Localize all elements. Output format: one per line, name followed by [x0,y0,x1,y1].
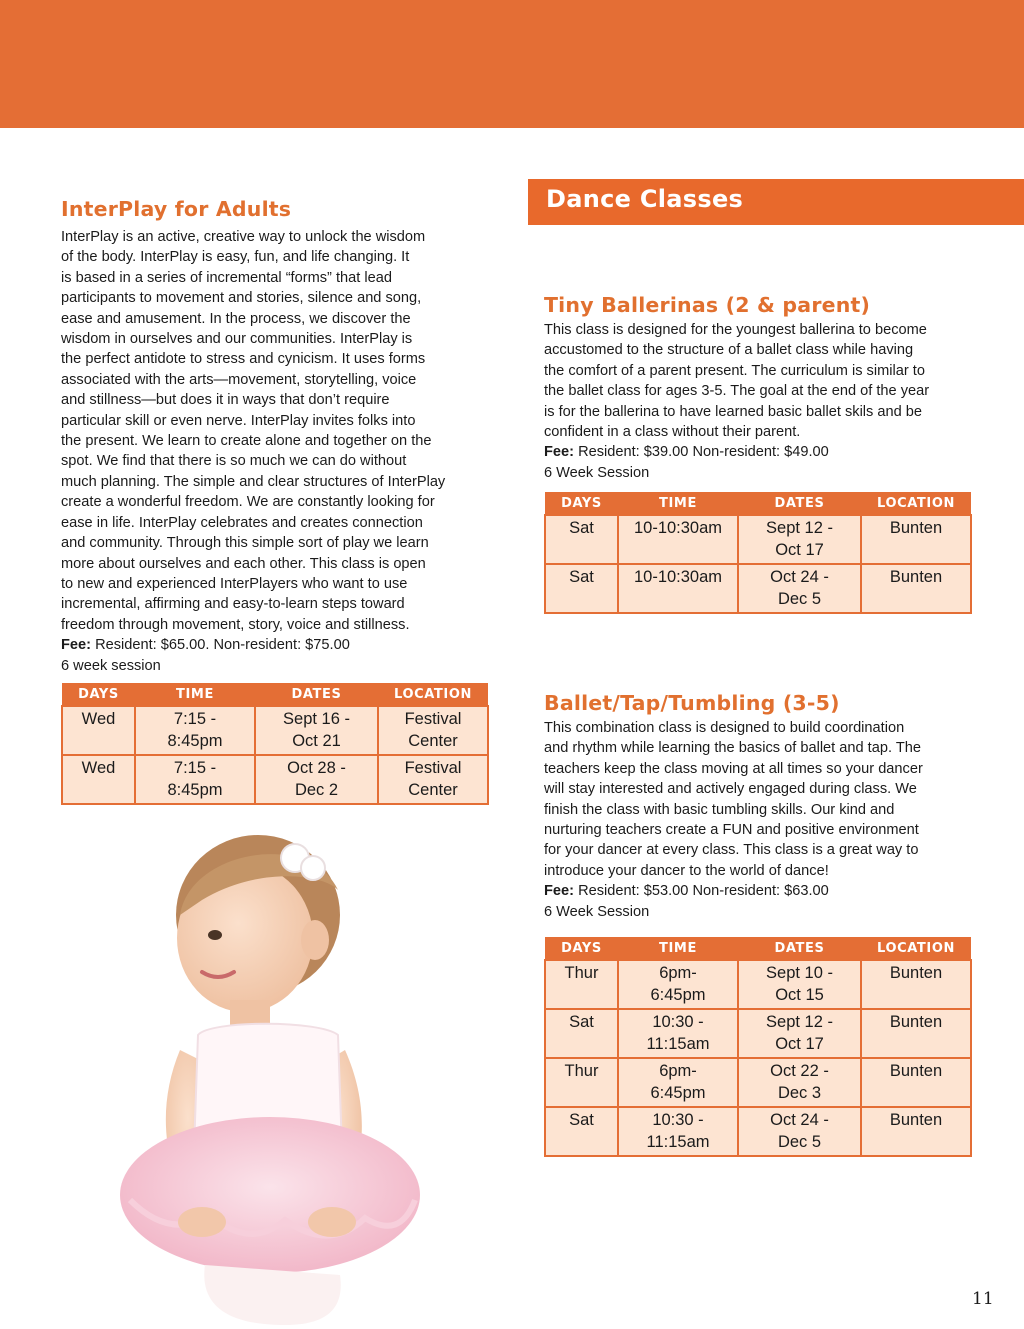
description-line: wisdom in ourselves and our communities. InterPlay is [61,331,413,348]
description-line: participants to movement and stories, silence and song, [61,290,422,307]
ballet-tap-tumbling-title: Ballet/Tap/Tumbling (3-5) [544,691,840,715]
table-row [545,1009,971,1058]
ballet-tap-tumbling-schedule-table [544,937,972,1157]
cell-time: 7:15 - 8:45pm [135,755,255,804]
description-line: and rhythm while learning the basics of ballet and tap. The [544,740,921,757]
description-line: for your dancer at every class. This class is a great way to [544,842,919,859]
interplay-title: InterPlay for Adults [61,197,292,221]
cell-dates: Sept 12 - Oct 17 [738,1009,861,1058]
table-row [62,706,488,755]
cell-dates: Oct 28 - Dec 2 [255,755,378,804]
description-line: and community. Through this simple sort of play we learn [61,535,429,552]
cell-dates: Sept 10 - Oct 15 [738,960,861,1009]
header-dates: DATES [255,683,378,706]
cell-dates: Oct 22 - Dec 3 [738,1058,861,1107]
description-line: ease in life. InterPlay celebrates and creates connection [61,514,423,531]
toddler-ballerina-photo [110,820,450,1329]
cell-dates: Sept 12 - Oct 17 [738,515,861,564]
cell-location: Bunten [861,1009,971,1058]
description-line: confident in a class without their parent. [544,424,801,441]
table-header-row [545,937,971,960]
table-row [545,960,971,1009]
banner-title: Dance Classes [546,185,744,213]
fee-text: Resident: $39.00 Non-resident: $49.00 [574,444,829,461]
cell-day: Sat [545,515,618,564]
fee-text: Resident: $65.00. Non-resident: $75.00 [91,637,350,654]
description-line: much planning. The simple and clear structures of InterPlay [61,473,446,490]
description-line: more about ourselves and each other. This class is open [61,555,426,572]
description-line: introduce your dancer to the world of dance! [544,862,829,879]
interplay-schedule-table [61,683,489,805]
description-line: create a wonderful freedom. We are constantly looking for [61,494,435,511]
page-number: 11 [972,1289,994,1309]
description-line: finish the class with basic tumbling skills. Our kind and [544,801,895,818]
cell-time: 10-10:30am [618,564,738,613]
fee-label: Fee: [61,637,92,654]
ballet-tap-tumbling-description [544,718,984,922]
description-line: freedom through movement, story, voice and stillness. [61,616,410,633]
cell-location: Festival Center [378,755,488,804]
session-line: 6 week session [61,657,161,674]
description-line: is for the ballerina to have learned basic ballet skils and be [544,403,923,420]
session-line: 6 Week Session [544,903,650,920]
fee-label: Fee: [544,444,575,461]
table-row [545,1058,971,1107]
cell-day: Sat [545,1107,618,1156]
table-row [545,1107,971,1156]
header-location: LOCATION [861,492,971,515]
cell-dates: Oct 24 - Dec 5 [738,564,861,613]
cell-time: 10:30 - 11:15am [618,1107,738,1156]
cell-location: Bunten [861,564,971,613]
description-line: nurturing teachers create a FUN and positive environment [544,822,919,839]
description-line: accustomed to the structure of a ballet class while having [544,342,914,359]
table-header-row [62,683,488,706]
description-line: and stillness—but does it in ways that don’t require [61,392,390,409]
table-row [545,515,971,564]
description-line: the comfort of a parent present. The curriculum is similar to [544,362,925,379]
cell-time: 6pm- 6:45pm [618,1058,738,1107]
description-line: InterPlay is an active, creative way to unlock the wisdom [61,229,426,245]
cell-day: Wed [62,706,135,755]
fee-line [61,635,481,655]
fee-line [544,442,984,462]
header-location: LOCATION [861,937,971,960]
header-days: DAYS [62,683,135,706]
description-line: ease and amusement. In the process, we discover the [61,310,411,327]
cell-location: Bunten [861,960,971,1009]
cell-location: Bunten [861,1107,971,1156]
header-time: TIME [618,492,738,515]
header-days: DAYS [545,937,618,960]
tiny-ballerinas-title: Tiny Ballerinas (2 & parent) [544,293,871,317]
cell-day: Wed [62,755,135,804]
header-days: DAYS [545,492,618,515]
cell-location: Festival Center [378,706,488,755]
description-line: particular skill or even nerve. InterPlay invites folks into [61,412,416,429]
fee-label: Fee: [544,883,575,900]
cell-day: Thur [545,1058,618,1107]
description-line: of the body. InterPlay is easy, fun, and life changing. It [61,249,410,266]
description-line: incremental, affirming and easy-to-learn steps toward [61,596,405,613]
description-line: the present. We learn to create alone and together on the [61,433,432,450]
cell-time: 6pm- 6:45pm [618,960,738,1009]
dance-classes-banner [528,179,1024,225]
description-line: associated with the arts—movement, storytelling, voice [61,371,417,388]
cell-time: 10:30 - 11:15am [618,1009,738,1058]
header-dates: DATES [738,492,861,515]
description-line: spot. We find that there is so much we can do without [61,453,407,470]
header-location: LOCATION [378,683,488,706]
cell-dates: Sept 16 - Oct 21 [255,706,378,755]
interplay-description [61,227,481,676]
header-dates: DATES [738,937,861,960]
description-line: will stay interested and actively engaged during class. We [544,781,917,798]
cell-location: Bunten [861,515,971,564]
description-line: the perfect antidote to stress and cynicism. It uses forms [61,351,426,368]
fee-text: Resident: $53.00 Non-resident: $63.00 [574,883,829,900]
description-line: teachers keep the class moving at all times so your dancer [544,760,923,777]
description-line: the ballet class for ages 3-5. The goal at the end of the year [544,383,930,400]
cell-day: Thur [545,960,618,1009]
cell-day: Sat [545,1009,618,1058]
table-header-row [545,492,971,515]
cell-day: Sat [545,564,618,613]
fee-line [544,881,984,901]
description-line: to new and experienced InterPlayers who want to use [61,575,408,592]
cell-time: 7:15 - 8:45pm [135,706,255,755]
description-line: is based in a series of incremental “forms” that lead [61,269,392,286]
cell-time: 10-10:30am [618,515,738,564]
tiny-ballerinas-description [544,320,984,483]
header-band [0,0,1024,128]
description-line: This class is designed for the youngest ballerina to become [544,322,927,338]
header-time: TIME [135,683,255,706]
cell-location: Bunten [861,1058,971,1107]
session-line: 6 Week Session [544,464,650,481]
table-row [62,755,488,804]
tiny-ballerinas-schedule-table [544,492,972,614]
table-row [545,564,971,613]
cell-dates: Oct 24 - Dec 5 [738,1107,861,1156]
description-line: This combination class is designed to build coordination [544,720,905,736]
header-time: TIME [618,937,738,960]
